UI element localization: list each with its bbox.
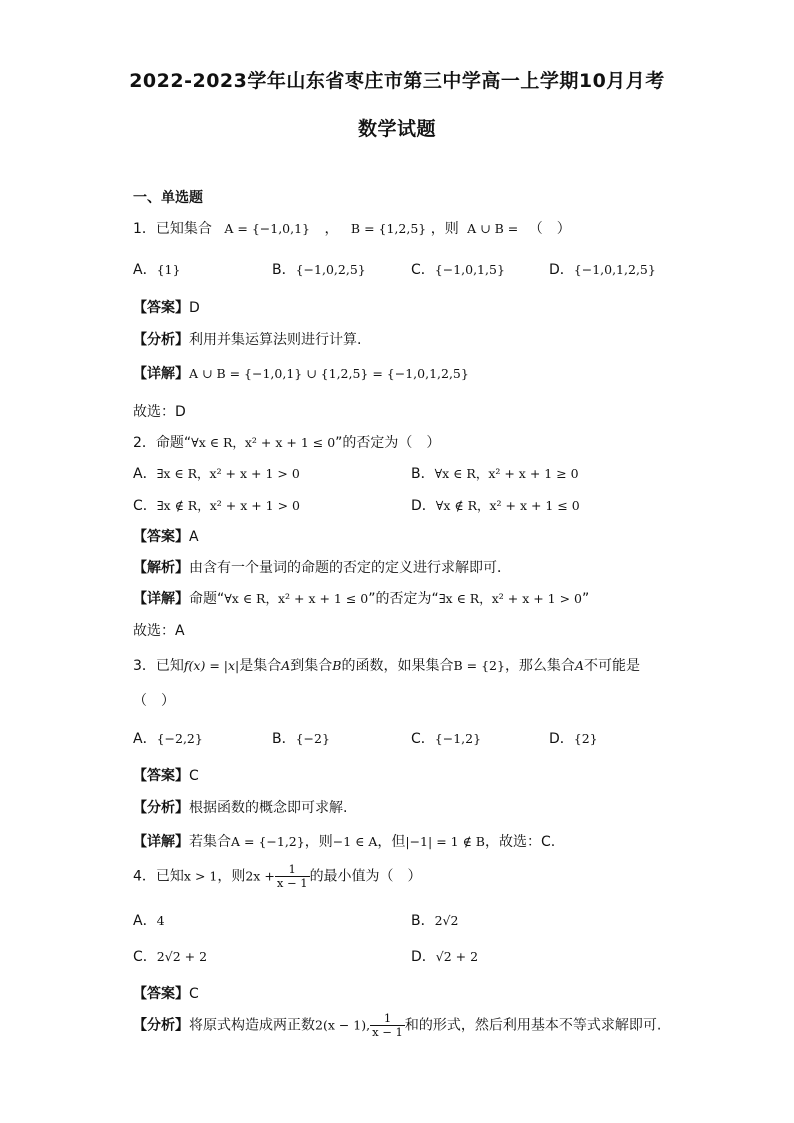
fraction-denominator: x − 1 [372, 1025, 403, 1039]
q3-option-a [133, 728, 203, 748]
q3-option-d [549, 728, 598, 748]
q3-stem [133, 655, 640, 675]
option-value: {−2} [295, 731, 330, 746]
detail-text: 命题“ [189, 591, 225, 607]
analysis-text: 根据函数的概念即可求解. [189, 800, 348, 816]
answer-value: A [189, 529, 199, 545]
analysis-text: 利用并集运算法则进行计算. [189, 332, 362, 348]
q4-expr: 2x + [245, 868, 275, 884]
q1-analysis [133, 329, 361, 349]
q1-stem [133, 218, 571, 238]
q4-option-c [133, 946, 207, 966]
q4-stem-text: 的最小值为（ ） [309, 868, 422, 885]
option-value: {−1,0,1,5} [434, 262, 505, 277]
answer-label: 【答案】 [133, 529, 189, 545]
option-letter: C． [133, 949, 157, 965]
q3-analysis [133, 797, 347, 817]
detail-math: A = {−1,2} [231, 834, 305, 849]
q2-stem-pre: 2．命题“ [133, 435, 192, 451]
detail-math: ∃x ∈ R，x² + x + 1 > 0 [438, 591, 582, 606]
answer-label: 【答案】 [133, 768, 189, 784]
fraction-denominator: x − 1 [276, 876, 308, 890]
q4-stem-text: ，则 [217, 868, 246, 885]
q3-set-symbol: A [281, 658, 291, 673]
option-letter: A． [133, 262, 157, 278]
q2-option-a [133, 463, 300, 483]
option-value: ∀x ∈ R，x² + x + 1 ≥ 0 [434, 466, 579, 481]
option-value: {−1,0,2,5} [295, 262, 366, 277]
option-letter: D． [549, 262, 574, 278]
option-value: ∃x ∉ R，x² + x + 1 > 0 [156, 498, 301, 513]
option-value: {−2,2} [156, 731, 203, 746]
analysis-label: 【分析】 [133, 800, 189, 816]
detail-text: ，故选：C. [484, 834, 556, 850]
option-letter: B． [272, 731, 296, 747]
option-letter: B． [411, 913, 435, 929]
detail-text: 若集合 [189, 834, 231, 850]
q2-option-d [411, 495, 580, 515]
option-value: 2√2 [434, 913, 459, 928]
q3-answer [133, 765, 199, 785]
analysis-text: 由含有一个量词的命题的否定的定义进行求解即可． [189, 560, 511, 576]
q2-detail [133, 588, 589, 608]
detail-math: ∀x ∈ R，x² + x + 1 ≤ 0 [224, 591, 369, 606]
detail-math: |−1| = 1 ∉ B [405, 834, 485, 849]
q3-option-c [411, 728, 481, 748]
q4-analysis [133, 1012, 661, 1039]
analysis-label: 【分析】 [133, 332, 189, 348]
analysis-label: 【解析】 [133, 560, 189, 576]
q1-stem-end: （ ） [528, 221, 571, 237]
analysis-text: 和的形式，然后利用基本不等式求解即可. [404, 1017, 662, 1034]
q2-option-c [133, 495, 300, 515]
detail-label: 【详解】 [133, 366, 189, 382]
q4-fraction [275, 863, 310, 890]
q1-detail [133, 363, 469, 383]
doc-title-line2: 数学试题 [357, 118, 436, 140]
q4-stem-text: 4．已知 [133, 868, 184, 885]
q1-option-a [133, 259, 180, 279]
q4-condition: x > 1 [183, 868, 218, 884]
detail-math: −1 ∈ A [332, 834, 378, 849]
detail-text: ，则 [304, 834, 333, 850]
q1-answer [133, 297, 200, 317]
q1-expr: A ∪ B = [467, 221, 519, 236]
q2-answer [133, 526, 199, 546]
analysis-label: 【分析】 [133, 1017, 189, 1034]
q1-option-b [272, 259, 366, 279]
detail-label: 【详解】 [133, 591, 189, 607]
q3-func: f(x) = |x| [183, 658, 240, 673]
detail-text: ，但 [377, 834, 406, 850]
detail-text: ” [582, 591, 590, 607]
q1-stem-pre: 1．已知集合 [133, 221, 212, 237]
q2-stem-math: ∀x ∈ R，x² + x + 1 ≤ 0 [191, 435, 336, 450]
option-value: {−1,0,1,2,5} [573, 262, 656, 277]
q3-stem-text: 到集合 [290, 658, 333, 674]
q1-conclusion: 故选：D [133, 404, 186, 420]
answer-value: C [189, 768, 199, 784]
option-value: {2} [573, 731, 598, 746]
q3-detail [133, 831, 555, 851]
q1-set-a: A = {−1,0,1} [224, 221, 311, 236]
option-value: ∀x ∉ R，x² + x + 1 ≤ 0 [435, 498, 580, 513]
option-value: √2 + 2 [435, 949, 479, 964]
detail-text: ”的否定为“ [368, 591, 439, 607]
q3-stem-text: 不可能是 [583, 658, 640, 674]
option-value: {−1,2} [434, 731, 482, 746]
section-heading: 一、单选题 [133, 190, 203, 206]
option-value: {1} [156, 262, 181, 277]
q1-comma: ， [324, 221, 339, 237]
detail-math: A ∪ B = {−1,0,1} ∪ {1,2,5} = {−1,0,1,2,5} [189, 366, 469, 381]
q1-option-c [411, 259, 505, 279]
option-letter: A． [133, 466, 157, 482]
q3-stem-text: 是集合 [239, 658, 282, 674]
option-letter: A． [133, 731, 157, 747]
analysis-math: 2(x − 1), [315, 1017, 371, 1033]
analysis-text: 将原式构造成两正数 [189, 1017, 315, 1034]
q4-answer [133, 983, 199, 1003]
q1-stem-mid: ，则 [430, 221, 459, 237]
detail-label: 【详解】 [133, 834, 189, 850]
q2-stem-end: ”的否定为（ ） [335, 435, 441, 451]
analysis-fraction [370, 1012, 405, 1039]
q4-option-a [133, 910, 165, 930]
option-letter: D． [549, 731, 574, 747]
q1-option-d [549, 259, 656, 279]
q1-set-b: B = {1,2,5} [350, 221, 427, 236]
option-value: ∃x ∈ R，x² + x + 1 > 0 [156, 466, 300, 481]
option-letter: C． [411, 262, 435, 278]
option-letter: A． [133, 913, 157, 929]
answer-label: 【答案】 [133, 986, 189, 1002]
q4-option-b [411, 910, 458, 930]
option-letter: D． [411, 498, 436, 514]
q4-option-d [411, 946, 478, 966]
q2-option-b [411, 463, 579, 483]
option-letter: D． [411, 949, 436, 965]
option-letter: B． [411, 466, 435, 482]
doc-title-line1: 2022-2023学年山东省枣庄市第三中学高一上学期10月月考 [129, 70, 665, 92]
q4-stem [133, 863, 422, 890]
q3-set-symbol: B [332, 658, 342, 673]
q3-stem-paren: （ ） [133, 693, 175, 709]
q3-stem-text: 的函数，如果集合 [341, 658, 454, 674]
option-value: 2√2 + 2 [156, 949, 208, 964]
fraction-numerator: 1 [275, 863, 310, 877]
answer-value: C [189, 986, 199, 1002]
option-letter: C． [411, 731, 435, 747]
option-letter: C． [133, 498, 157, 514]
fraction-numerator: 1 [370, 1012, 405, 1026]
q3-stem-text: ，那么集合 [504, 658, 575, 674]
q3-set-symbol: A [574, 658, 584, 673]
q2-conclusion: 故选：A [133, 623, 185, 639]
q3-stem-text: 3．已知 [133, 658, 184, 674]
option-letter: B． [272, 262, 296, 278]
q2-stem [133, 432, 440, 452]
q3-set-b: B = {2} [453, 658, 505, 673]
answer-label: 【答案】 [133, 300, 189, 316]
q2-analysis [133, 557, 511, 577]
option-value: 4 [156, 913, 165, 928]
answer-value: D [189, 300, 200, 316]
q3-option-b [272, 728, 330, 748]
